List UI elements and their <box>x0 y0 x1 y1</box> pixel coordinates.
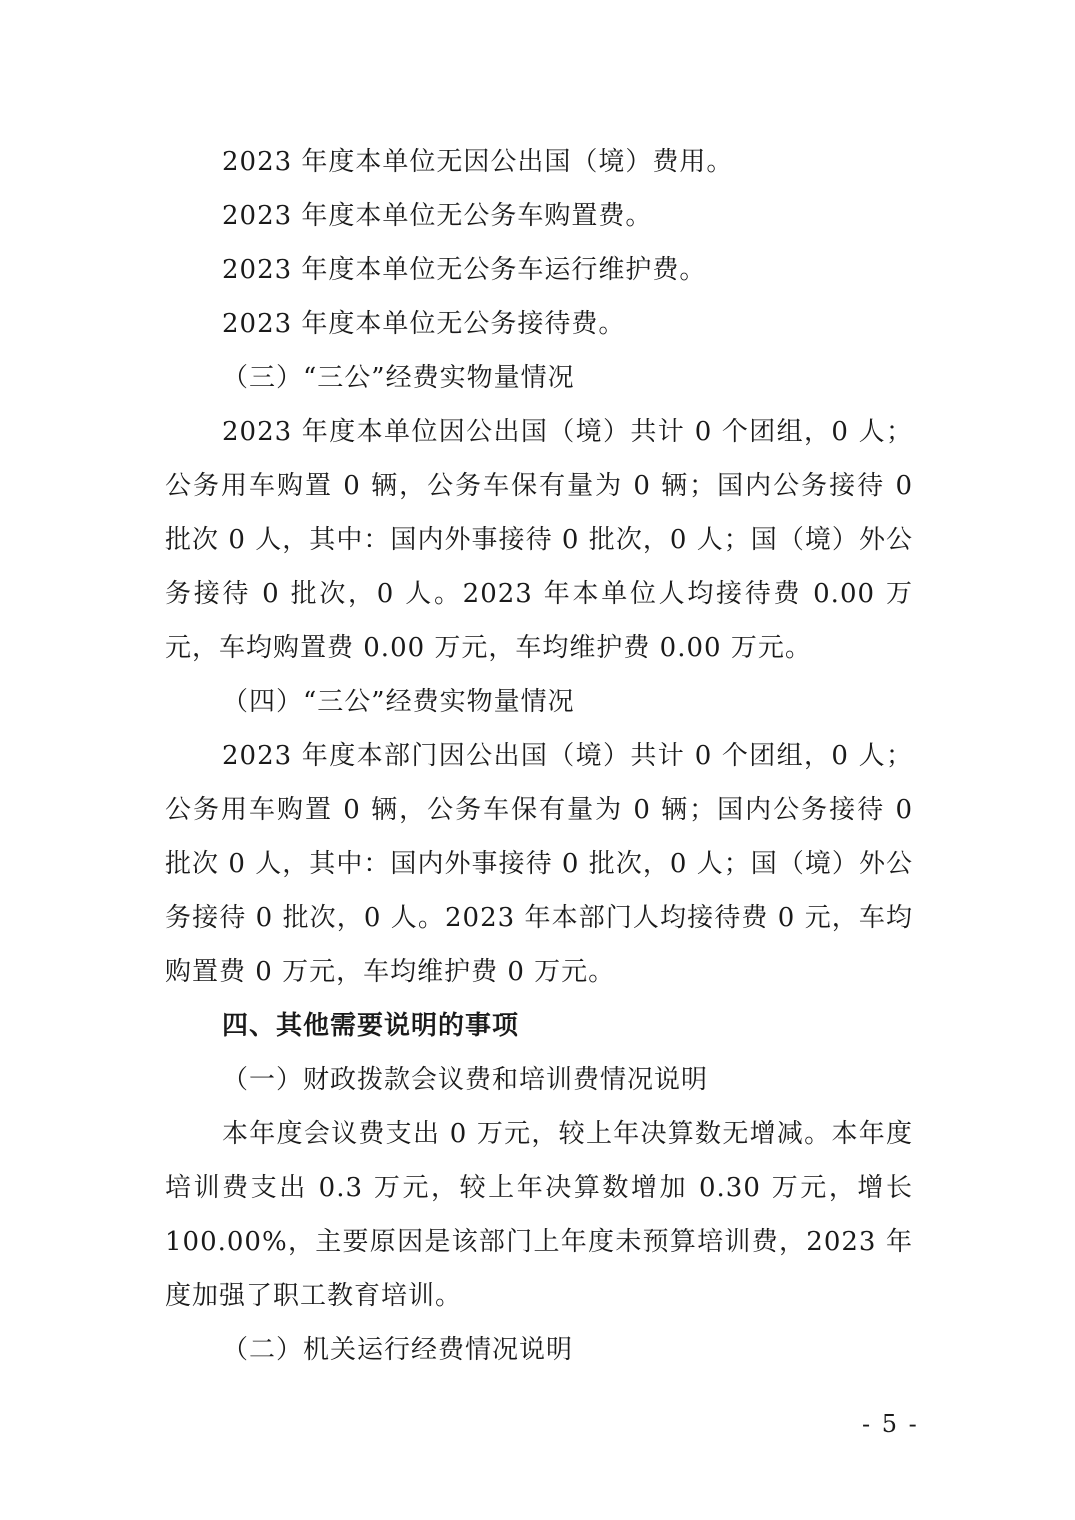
page-number: - 5 - <box>862 1410 919 1438</box>
paragraph-meeting-training-expenses: 本年度会议费支出 0 万元，较上年决算数无增减。本年度培训费支出 0.3 万元，较上年决算数增加 0.30 万元，增长 100.00%，主要原因是该部门上年度未预算培训费，2023 年度加强了职工教育培训。 <box>165 1119 913 1311</box>
paragraph-no-reception: 2023 年度本单位无公务接待费。 <box>222 309 626 339</box>
subsection-heading-operating-expenses: （二）机关运行经费情况说明 <box>222 1335 574 1365</box>
chapter-heading-other-matters: 四、其他需要说明的事项 <box>222 1011 520 1041</box>
section-heading-3: （三）“三公”经费实物量情况 <box>222 363 575 393</box>
paragraph-no-overseas-travel: 2023 年度本单位无因公出国（境）费用。 <box>222 147 734 177</box>
document-body <box>165 135 913 1377</box>
paragraph-unit-physical-quantity: 2023 年度本单位因公出国（境）共计 0 个团组，0 人；公务用车购置 0 辆，公务车保有量为 0 辆；国内公务接待 0 批次 0 人，其中：国内外事接待 0 批次，0 人；国（境）外公务接待 0 批次，0 人。2023 年本单位人均接待费 0.00 万元，车均购置费 0.00 万元，车均维护费 0.00 万元。 <box>165 417 913 663</box>
paragraph-no-vehicle-maintenance: 2023 年度本单位无公务车运行维护费。 <box>222 255 707 285</box>
paragraph-department-physical-quantity: 2023 年度本部门因公出国（境）共计 0 个团组，0 人；公务用车购置 0 辆，公务车保有量为 0 辆；国内公务接待 0 批次 0 人，其中：国内外事接待 0 批次，0 人；国（境）外公务接待 0 批次，0 人。2023 年本部门人均接待费 0 元，车均购置费 0 万元，车均维护费 0 万元。 <box>165 741 913 987</box>
section-heading-4: （四）“三公”经费实物量情况 <box>222 687 575 717</box>
paragraph-no-vehicle-purchase: 2023 年度本单位无公务车购置费。 <box>222 201 653 231</box>
subsection-heading-meeting-training: （一）财政拨款会议费和培训费情况说明 <box>222 1065 709 1095</box>
